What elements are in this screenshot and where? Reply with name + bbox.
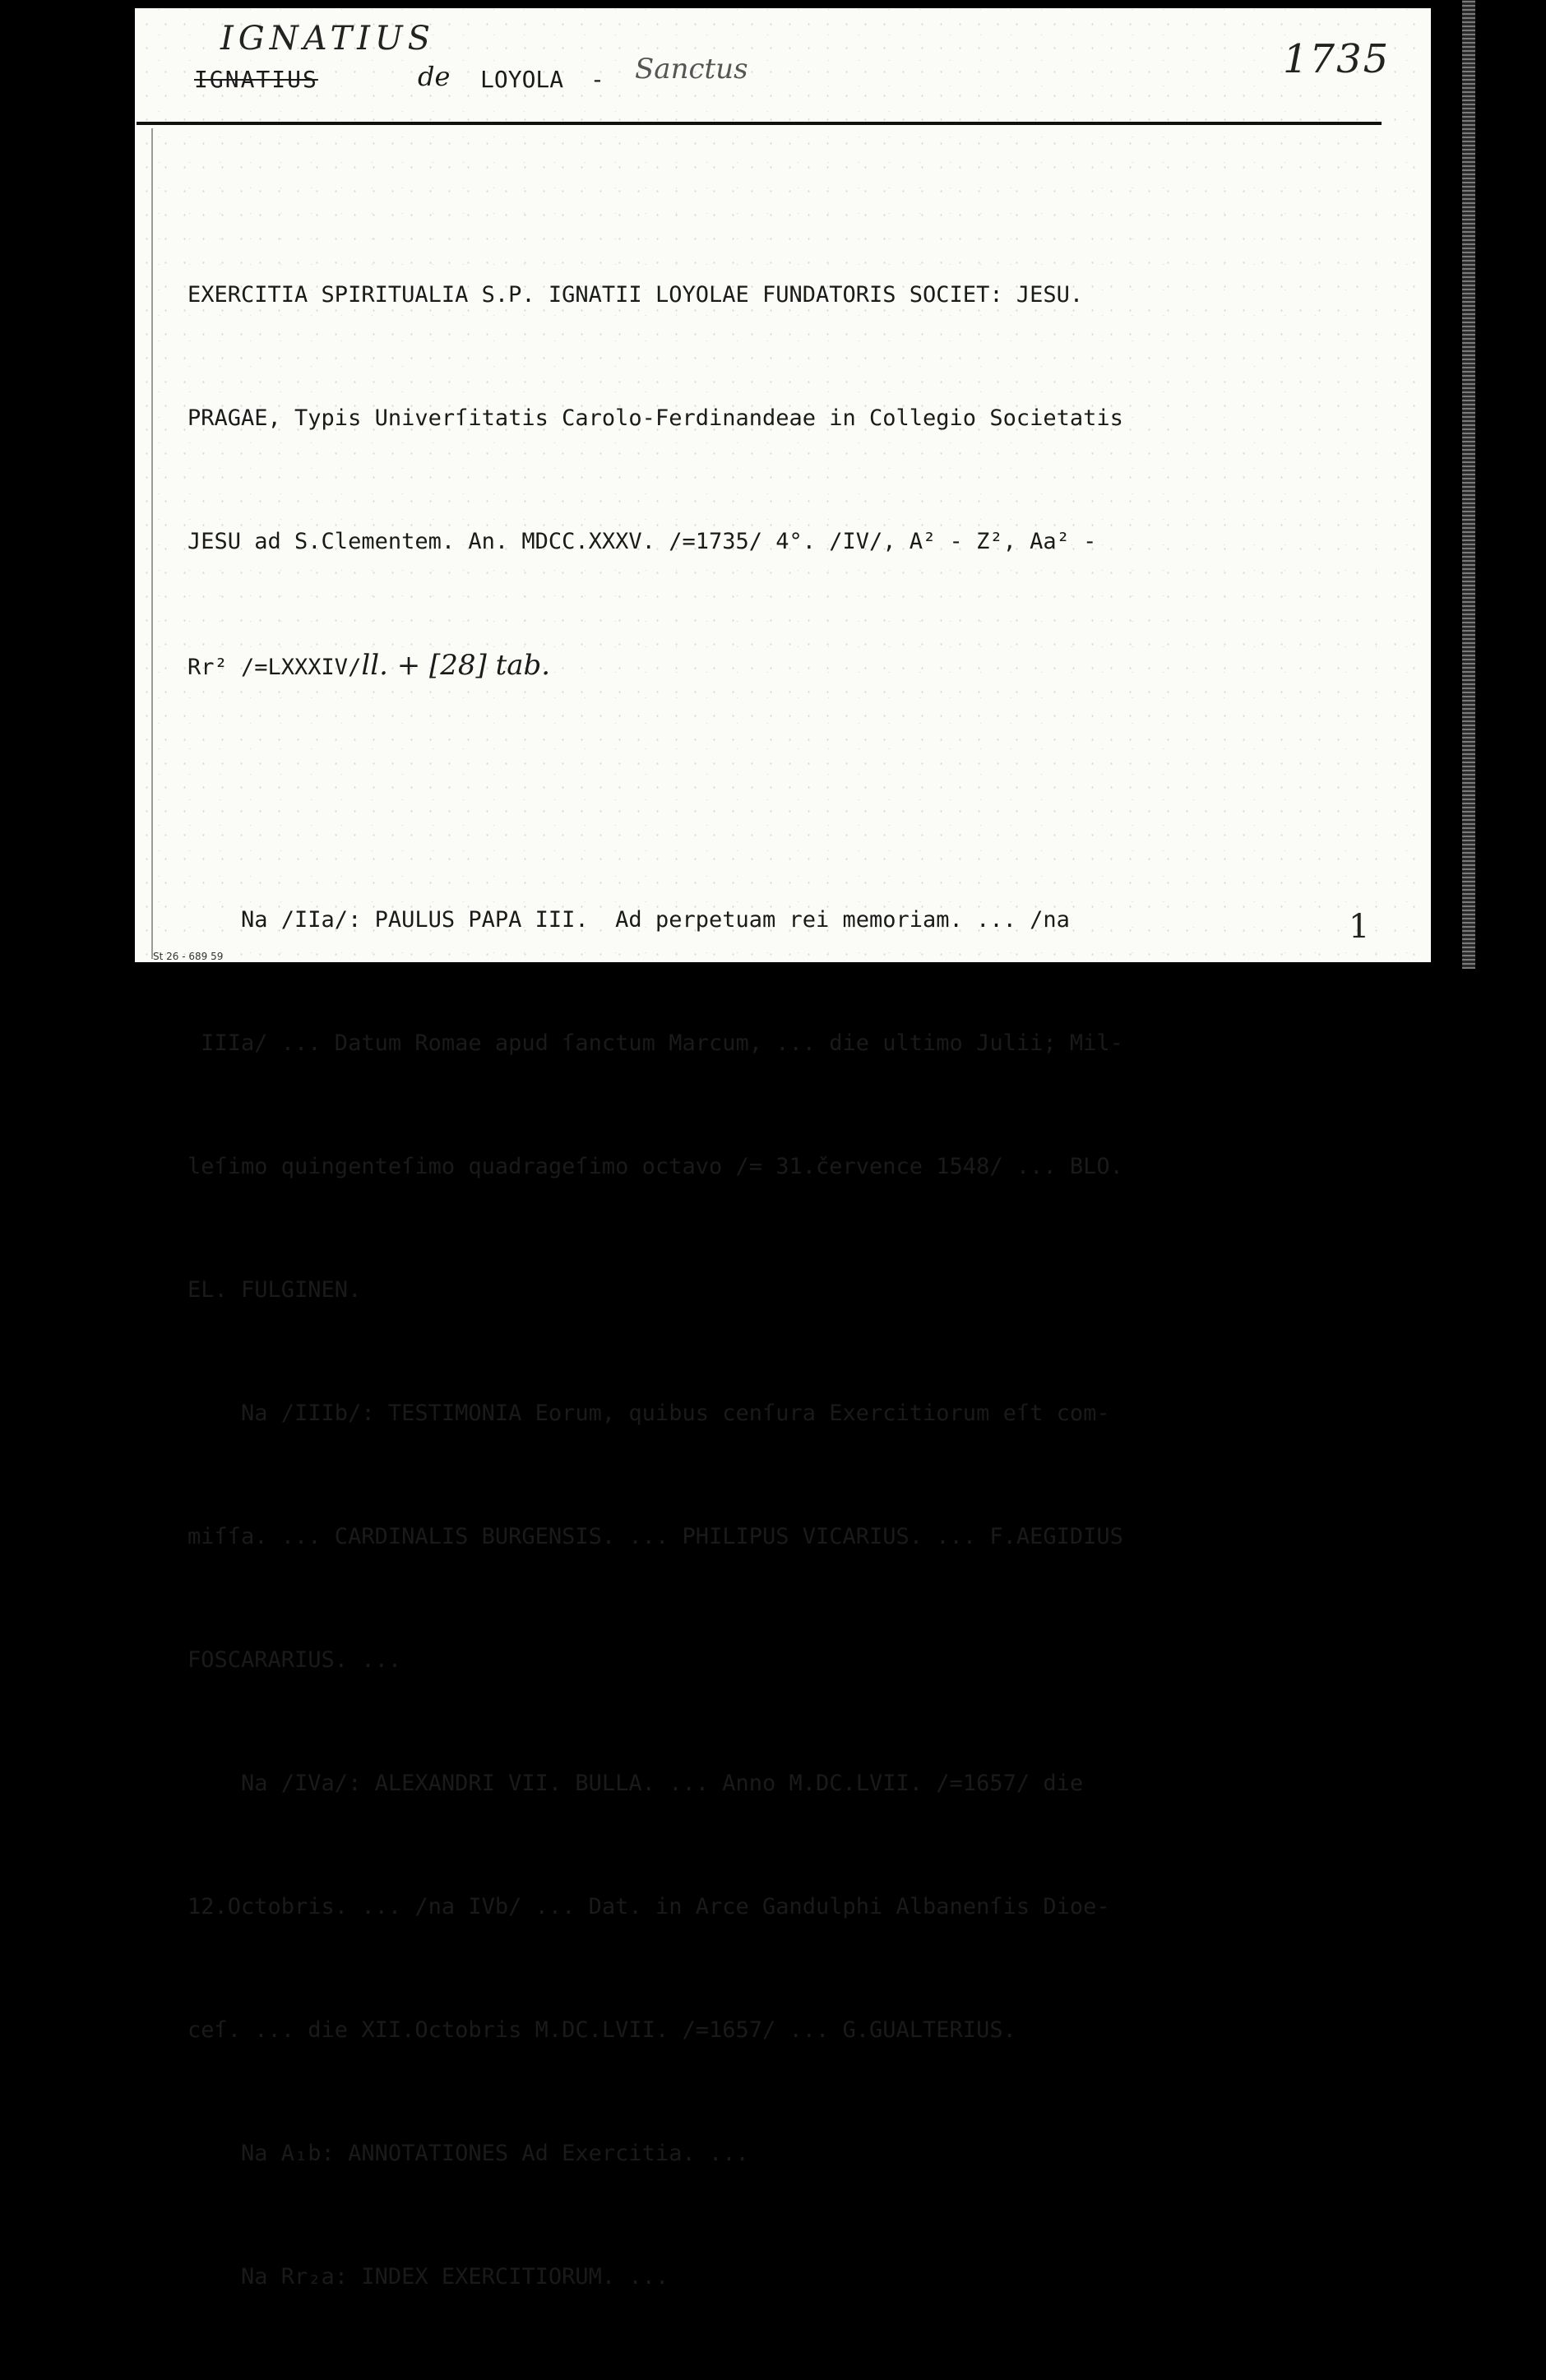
text-line: Na /IVa/: ALEXANDRI VII. BULLA. ... Anno M.DC.LVII. /=1657/ die [187, 1771, 1084, 1796]
left-margin-rule [151, 128, 153, 959]
text-line-typed: Rr² /=LXXXIV/ [187, 655, 362, 680]
text-line: EXERCITIA SPIRITUALIA S.P. IGNATII LOYOLAE FUNDATORIS SOCIET: JESU. [187, 282, 1084, 308]
text-line: EL. FULGINEN. [187, 1277, 362, 1303]
text-line: PRAGAE, Typis Univerſitatis Carolo-Ferdinandeae in Collegio Societatis [187, 405, 1123, 431]
text-line: FOSCARARIUS. ... [187, 1647, 402, 1673]
text-line: ceſ. ... die XII.Octobris M.DC.LVII. /=1657/ ... G.GUALTERIUS. [187, 2017, 1016, 2043]
text-line: Na /IIa/: PAULUS PAPA III. Ad perpetuam rei memoriam. ... /na [187, 907, 1070, 933]
text-line: 12.Octobris. ... /na IVb/ ... Dat. in Arce Gandulphi Albanenſis Dioe- [187, 1894, 1110, 1919]
corner-number: 1 [1349, 908, 1370, 946]
header-rule [137, 122, 1382, 125]
heading-dash: - [590, 66, 604, 93]
text-line: JESU ad S.Clementem. An. MDCC.XXXV. /=1735/ 4°. /IV/, A² - Z², Aa² - [187, 529, 1097, 554]
text-line: Na Rr₂a: INDEX EXERCITIORUM. ... [187, 2264, 669, 2290]
heading-loyola: LOYOLA [480, 66, 564, 93]
handwritten-annotation: ll. + [28] tab. [361, 649, 551, 682]
struck-heading: IGNATIUS [194, 66, 318, 93]
film-edge-strip [1462, 0, 1475, 969]
handwritten-title: IGNATIUS [220, 20, 436, 58]
text-line-with-handwriting [187, 645, 1339, 686]
text-line: Na /IIIb/: TESTIMONIA Eorum, quibus cenſura Exercitiorum eſt com- [187, 1401, 1110, 1426]
printer-stamp: St 26 - 689 59 [153, 951, 224, 962]
text-line: Na A₁b: ANNOTATIONES Ad Exercitia. ... [187, 2141, 749, 2166]
handwritten-sanctus: Sanctus [635, 53, 748, 86]
heading-de: de [418, 61, 451, 92]
text-line: IIIa/ ... Datum Romae apud ſanctum Marcum, ... die ultimo Julii; Mil- [187, 1030, 1123, 1056]
catalog-card [135, 8, 1431, 2290]
text-line: miſſa. ... CARDINALIS BURGENSIS. ... PHILIPUS VICARIUS. ... F.AEGIDIUS [187, 1524, 1123, 1549]
paragraph-gap [187, 768, 1339, 817]
handwritten-number: 1735 [1283, 36, 1391, 82]
text-line: leſimo quingenteſimo quadrageſimo octavo /= 31.července 1548/ ... BLO. [187, 1154, 1123, 1179]
card-body [187, 192, 1339, 2380]
